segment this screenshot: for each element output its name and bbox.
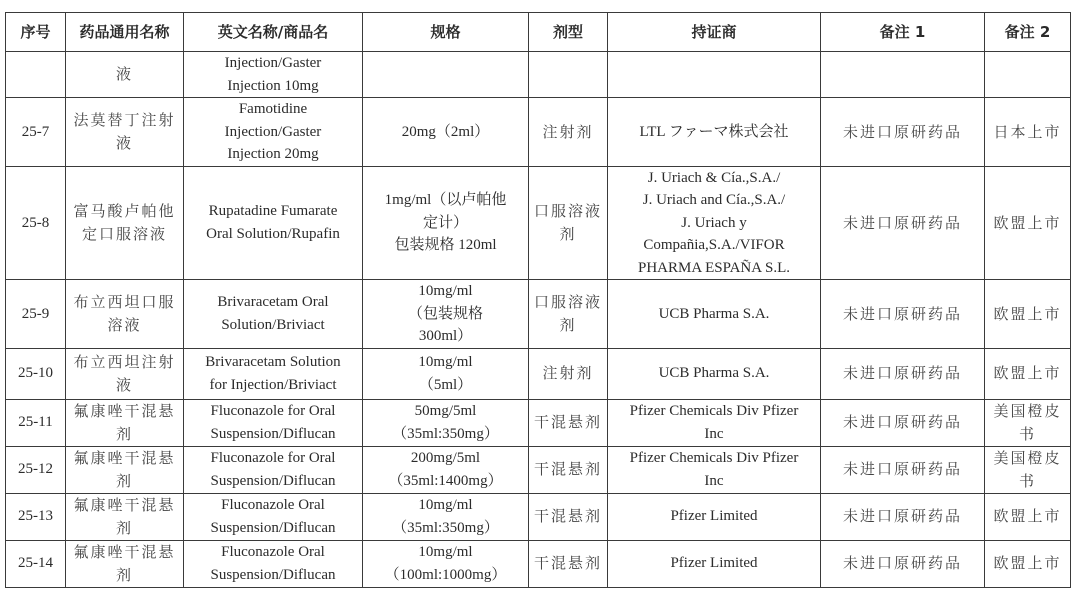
cell-note2-line: 欧盟上市 <box>993 364 1062 383</box>
cell-english-name-line: Fluconazole Oral <box>221 497 325 513</box>
cell-holder <box>608 166 821 280</box>
cell-dosage-form <box>529 348 608 399</box>
column-header-holder: 持证商 <box>608 13 821 52</box>
cell-note2 <box>985 399 1071 446</box>
cell-generic-name <box>66 493 184 540</box>
cell-spec-line: 50mg/5ml <box>414 403 477 419</box>
table-row <box>6 348 1071 399</box>
cell-generic-name <box>66 280 184 349</box>
cell-generic-name-line: 溶液 <box>107 315 142 334</box>
cell-spec-line: 1mg/ml（以卢帕他 <box>384 192 507 208</box>
cell-spec <box>363 399 529 446</box>
cell-english-name <box>184 280 363 349</box>
table-row <box>6 98 1071 167</box>
cell-english-name-line: Oral Solution/Rupafin <box>206 225 340 242</box>
cell-spec-line: （100ml:1000mg） <box>384 566 507 583</box>
cell-generic-name-line: 氟康唑干混悬 <box>73 402 176 420</box>
cell-spec <box>363 52 529 98</box>
cell-holder-line: Pfizer Limited <box>670 555 758 572</box>
cell-english-name-line: for Injection/Briviact <box>209 376 337 393</box>
cell-note1: 未进口原研药品 <box>821 493 985 540</box>
cell-note2-line: 欧盟上市 <box>993 507 1062 526</box>
cell-generic-name-line: 布立西坦口服 <box>73 293 176 312</box>
cell-spec-line: （35ml:1400mg） <box>388 472 503 489</box>
table-row <box>6 280 1071 349</box>
cell-dosage-form-line: 注射剂 <box>542 364 594 383</box>
cell-generic-name-line: 剂 <box>115 565 133 584</box>
column-header-spec: 规格 <box>363 13 529 52</box>
cell-generic-name <box>66 348 184 399</box>
cell-holder <box>608 98 821 167</box>
cell-dosage-form-line: 干混悬剂 <box>533 507 602 526</box>
cell-generic-name-line: 液 <box>115 133 133 152</box>
cell-english-name-line: Suspension/Diflucan <box>210 425 336 442</box>
cell-english-name <box>184 399 363 446</box>
cell-holder-line: Compañia,S.A./VIFOR <box>643 237 785 253</box>
cell-spec-line: 300ml） <box>418 328 473 344</box>
cell-note2 <box>985 280 1071 349</box>
cell-generic-name-line: 剂 <box>115 471 133 490</box>
cell-holder-line: J. Uriach & Cía.,S.A./ <box>647 169 781 186</box>
cell-generic-name-line: 布立西坦注射 <box>73 353 176 371</box>
cell-index: 25-10 <box>6 348 66 399</box>
cell-generic-name-line: 富马酸卢帕他 <box>73 202 176 221</box>
cell-holder-line: PHARMA ESPAÑA S.L. <box>638 259 790 276</box>
cell-holder-line: Inc <box>704 472 724 489</box>
cell-note2 <box>985 166 1071 280</box>
cell-dosage-form-line: 干混悬剂 <box>533 554 602 573</box>
cell-english-name <box>184 540 363 587</box>
cell-dosage-form <box>529 280 608 349</box>
cell-note1: 未进口原研药品 <box>821 446 985 493</box>
cell-generic-name-line: 液 <box>115 375 133 394</box>
cell-note2 <box>985 540 1071 587</box>
column-header-english-name: 英文名称/商品名 <box>184 13 363 52</box>
cell-dosage-form <box>529 446 608 493</box>
cell-spec <box>363 493 529 540</box>
cell-index: 25-12 <box>6 446 66 493</box>
cell-english-name <box>184 98 363 167</box>
cell-note2-line: 书 <box>1018 424 1036 443</box>
cell-note2 <box>985 446 1071 493</box>
cell-english-name-line: Brivaracetam Solution <box>205 354 341 370</box>
cell-note1: 未进口原研药品 <box>821 348 985 399</box>
cell-note1: 未进口原研药品 <box>821 166 985 280</box>
cell-note2 <box>985 52 1071 98</box>
cell-note2-line: 欧盟上市 <box>993 554 1062 573</box>
cell-generic-name-line: 液 <box>115 65 133 84</box>
column-header-note1: 备注 1 <box>821 13 985 52</box>
cell-note1: 未进口原研药品 <box>821 98 985 167</box>
cell-english-name <box>184 166 363 280</box>
cell-english-name <box>184 52 363 98</box>
cell-spec <box>363 348 529 399</box>
cell-english-name-line: Solution/Briviact <box>221 316 325 333</box>
cell-spec <box>363 446 529 493</box>
cell-note2 <box>985 493 1071 540</box>
cell-holder <box>608 446 821 493</box>
cell-dosage-form-line: 干混悬剂 <box>533 413 602 432</box>
cell-dosage-form <box>529 540 608 587</box>
cell-note1: 未进口原研药品 <box>821 280 985 349</box>
cell-spec-line: 10mg/ml <box>418 544 473 560</box>
column-header-note2: 备注 2 <box>985 13 1071 52</box>
cell-spec-line: 10mg/ml <box>418 354 473 370</box>
cell-spec <box>363 280 529 349</box>
cell-spec-line: （包装规格 <box>407 305 483 322</box>
cell-english-name-line: Injection 10mg <box>227 77 319 94</box>
cell-dosage-form-line: 注射剂 <box>542 122 594 141</box>
cell-spec <box>363 98 529 167</box>
cell-note2-line: 日本上市 <box>993 122 1062 141</box>
cell-english-name <box>184 446 363 493</box>
cell-generic-name <box>66 166 184 280</box>
cell-spec-line: 20mg（2ml） <box>401 123 490 140</box>
cell-generic-name-line: 氟康唑干混悬 <box>73 496 176 514</box>
table-header-row <box>6 13 1071 52</box>
cell-english-name <box>184 348 363 399</box>
cell-generic-name-line: 氟康唑干混悬 <box>73 449 176 467</box>
cell-holder-line: UCB Pharma S.A. <box>658 305 770 322</box>
cell-note1: 未进口原研药品 <box>821 399 985 446</box>
cell-spec-line: （5ml） <box>418 376 473 393</box>
cell-holder-line: J. Uriach y <box>681 214 747 231</box>
cell-note1: 未进口原研药品 <box>821 540 985 587</box>
table-row <box>6 166 1071 280</box>
column-header-dosage-form: 剂型 <box>529 13 608 52</box>
cell-spec-line: 200mg/5ml <box>410 450 481 466</box>
cell-generic-name <box>66 540 184 587</box>
cell-holder <box>608 540 821 587</box>
cell-generic-name <box>66 446 184 493</box>
cell-note2-line: 美国橙皮 <box>993 402 1062 420</box>
cell-english-name-line: Injection 20mg <box>227 146 319 162</box>
cell-generic-name-line: 法莫替丁注射 <box>73 111 176 130</box>
cell-english-name <box>184 493 363 540</box>
cell-index: 25-9 <box>6 280 66 349</box>
cell-generic-name-line: 氟康唑干混悬 <box>73 543 176 561</box>
cell-dosage-form-line: 口服溶液 <box>533 202 602 221</box>
cell-english-name-line: Suspension/Diflucan <box>210 519 336 536</box>
cell-holder <box>608 52 821 98</box>
cell-generic-name <box>66 399 184 446</box>
cell-dosage-form-line: 口服溶液 <box>533 293 602 312</box>
cell-holder-line: LTL ファーマ株式会社 <box>639 123 789 140</box>
cell-dosage-form <box>529 52 608 98</box>
cell-dosage-form <box>529 399 608 446</box>
cell-index: 25-11 <box>6 399 66 446</box>
cell-generic-name-line: 剂 <box>115 424 133 443</box>
cell-holder-line: Pfizer Chemicals Div Pfizer <box>629 403 799 419</box>
cell-generic-name-line: 剂 <box>115 518 133 537</box>
cell-spec-line: 10mg/ml <box>418 283 473 299</box>
cell-index <box>6 52 66 98</box>
cell-holder <box>608 348 821 399</box>
cell-english-name-line: Fluconazole Oral <box>221 544 325 560</box>
cell-generic-name <box>66 98 184 167</box>
cell-dosage-form-line: 剂 <box>559 315 577 334</box>
cell-holder-line: Pfizer Chemicals Div Pfizer <box>629 450 799 466</box>
cell-note2 <box>985 98 1071 167</box>
cell-dosage-form <box>529 493 608 540</box>
cell-english-name-line: Fluconazole for Oral <box>210 450 336 466</box>
cell-spec <box>363 166 529 280</box>
table-row <box>6 540 1071 587</box>
table-row <box>6 399 1071 446</box>
cell-spec-line: （35ml:350mg） <box>392 425 499 442</box>
drug-list-table <box>5 12 1071 588</box>
cell-holder-line: UCB Pharma S.A. <box>658 365 770 382</box>
table-body <box>6 52 1071 588</box>
cell-holder-line: Pfizer Limited <box>670 508 758 525</box>
cell-dosage-form-line: 干混悬剂 <box>533 460 602 479</box>
cell-english-name-line: Injection/Gaster <box>224 123 322 140</box>
document-page <box>5 12 1071 588</box>
cell-english-name-line: Suspension/Diflucan <box>210 472 336 489</box>
cell-index: 25-8 <box>6 166 66 280</box>
cell-dosage-form <box>529 98 608 167</box>
cell-index: 25-13 <box>6 493 66 540</box>
cell-generic-name <box>66 52 184 98</box>
cell-holder <box>608 280 821 349</box>
cell-holder <box>608 399 821 446</box>
cell-spec <box>363 540 529 587</box>
cell-english-name-line: Brivaracetam Oral <box>217 294 329 311</box>
cell-note2 <box>985 348 1071 399</box>
cell-english-name-line: Suspension/Diflucan <box>210 566 336 583</box>
cell-note2-line: 欧盟上市 <box>993 213 1062 232</box>
cell-english-name-line: Rupatadine Fumarate <box>208 203 338 220</box>
cell-spec-line: （35ml:350mg） <box>392 519 499 536</box>
column-header-index: 序号 <box>6 13 66 52</box>
table-row <box>6 446 1071 493</box>
column-header-generic-name: 药品通用名称 <box>66 13 184 52</box>
table-row <box>6 52 1071 98</box>
cell-spec-line: 定计） <box>422 214 468 231</box>
cell-holder-line: J. Uriach and Cía.,S.A./ <box>642 192 786 208</box>
cell-note1 <box>821 52 985 98</box>
cell-index: 25-14 <box>6 540 66 587</box>
cell-holder <box>608 493 821 540</box>
cell-index: 25-7 <box>6 98 66 167</box>
cell-english-name-line: Fluconazole for Oral <box>210 403 336 419</box>
cell-english-name-line: Famotidine <box>238 101 308 117</box>
cell-note2-line: 美国橙皮 <box>993 449 1062 467</box>
cell-spec-line: 10mg/ml <box>418 497 473 513</box>
cell-holder-line: Inc <box>704 425 724 442</box>
cell-dosage-form-line: 剂 <box>559 224 577 243</box>
table-row <box>6 493 1071 540</box>
cell-note2-line: 欧盟上市 <box>993 304 1062 323</box>
cell-spec-line: 包装规格 120ml <box>394 237 497 253</box>
cell-dosage-form <box>529 166 608 280</box>
cell-generic-name-line: 定口服溶液 <box>81 224 167 243</box>
cell-note2-line: 书 <box>1018 471 1036 490</box>
cell-english-name-line: Injection/Gaster <box>224 55 322 71</box>
